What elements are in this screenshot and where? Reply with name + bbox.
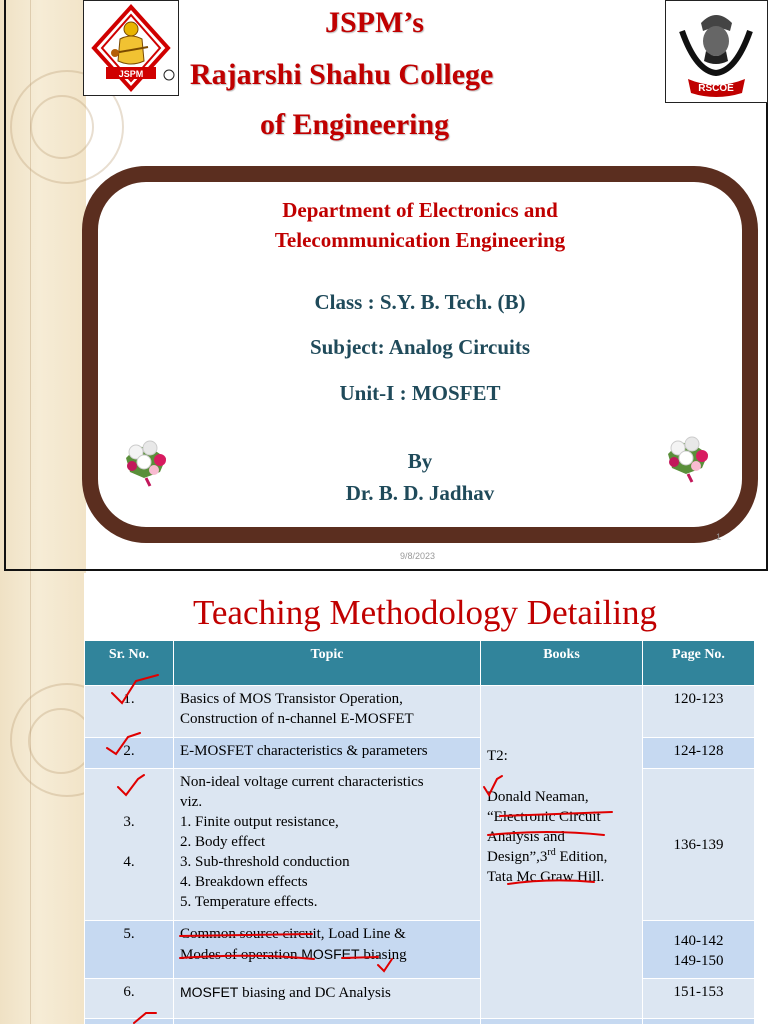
pages-cell: 140-142 149-150 (643, 921, 755, 979)
book-publisher: Tata Mc Graw Hill. (487, 869, 605, 885)
teaching-methodology-slide (0, 573, 768, 1024)
flower-bouquet-icon (116, 428, 176, 488)
pages-cell: 120-123 (643, 686, 755, 738)
sr-cell: 5. (85, 921, 174, 979)
topic-cell: E-MOSFET characteristics & parameters (174, 738, 481, 769)
jspm-logo (83, 0, 179, 96)
pages-cell: 136-139 (643, 769, 755, 921)
rscoe-logo (665, 0, 768, 103)
table-row (85, 686, 755, 738)
topic-line: 3. Sub-threshold conduction (180, 854, 350, 870)
column-header-books: Books (481, 641, 643, 686)
subject-label: Subject: Analog Circuits (309, 335, 531, 359)
department-line1: Department of Electronics and (282, 198, 558, 222)
svg-text:RSCOE: RSCOE (698, 83, 734, 94)
table-row (85, 979, 755, 1019)
books-cell (481, 686, 643, 1019)
by-label: By (407, 449, 433, 473)
column-header-sr: Sr. No. (85, 641, 174, 686)
topic-line: Construction of n-channel E-MOSFET (180, 711, 414, 727)
topic-line: 4. Breakdown effects (180, 874, 308, 890)
topic-cell (174, 686, 481, 738)
topic-cell (174, 769, 481, 921)
sr-cell: 3. 4. (85, 769, 174, 921)
paper-strip-decoration (0, 573, 84, 1024)
topic-line: Non-ideal voltage current characteristics (180, 774, 424, 790)
slide-title: Teaching Methodology Detailing (192, 593, 658, 632)
sr-cell: 2. (85, 738, 174, 769)
saraswati-logo-icon (84, 1, 178, 95)
svg-text:JSPM: JSPM (118, 69, 144, 79)
book-edition: Design”,3rd Edition, (487, 847, 608, 865)
topic-line: Basics of MOS Transistor Operation, (180, 691, 403, 707)
table-row (85, 1019, 755, 1024)
topic-line: Modes of operation MOSFET biasing (180, 946, 407, 963)
pages-cell: 151-153 (643, 979, 755, 1019)
slide-date: 9/8/2023 (400, 551, 436, 561)
column-header-pages: Page No. (643, 641, 755, 686)
topic-line: 5. Temperature effects. (180, 894, 318, 910)
table-row (85, 738, 755, 769)
topic-line: 2. Body effect (180, 834, 266, 850)
table-row (85, 769, 755, 921)
class-label: Class : S.Y. B. Tech. (B) (314, 290, 526, 314)
table-row (85, 921, 755, 979)
topic-cell: MOSFET biasing and DC Analysis (174, 979, 481, 1019)
sr-cell: 6. (85, 979, 174, 1019)
topic-line: 1. Finite output resistance, (180, 814, 339, 830)
table-header-row (85, 641, 755, 686)
methodology-table (84, 640, 755, 1024)
college-name-line1: JSPM’s (325, 6, 424, 39)
unit-label: Unit-I : MOSFET (339, 381, 501, 405)
rscoe-emblem-icon (666, 1, 767, 102)
book-title-line2: Analysis and (487, 829, 565, 845)
topic-line: viz. (180, 794, 203, 810)
topic-line: Common source circuit, Load Line & (180, 926, 406, 942)
author-name: Dr. B. D. Jadhav (345, 481, 495, 505)
slide-page-number: 1 (716, 532, 722, 542)
college-name-line3: of Engineering (260, 108, 450, 141)
book-code: T2: (487, 748, 508, 764)
topic-cell (174, 921, 481, 979)
flower-bouquet-icon (658, 424, 718, 484)
department-line2: Telecommunication Engineering (274, 228, 566, 252)
sr-cell: 1. (85, 686, 174, 738)
college-name-line2: Rajarshi Shahu College (190, 58, 494, 91)
book-title-line1: “Electronic Circuit (487, 809, 601, 825)
pages-cell: 124-128 (643, 738, 755, 769)
column-header-topic: Topic (174, 641, 481, 686)
book-author: Donald Neaman, (487, 789, 589, 805)
